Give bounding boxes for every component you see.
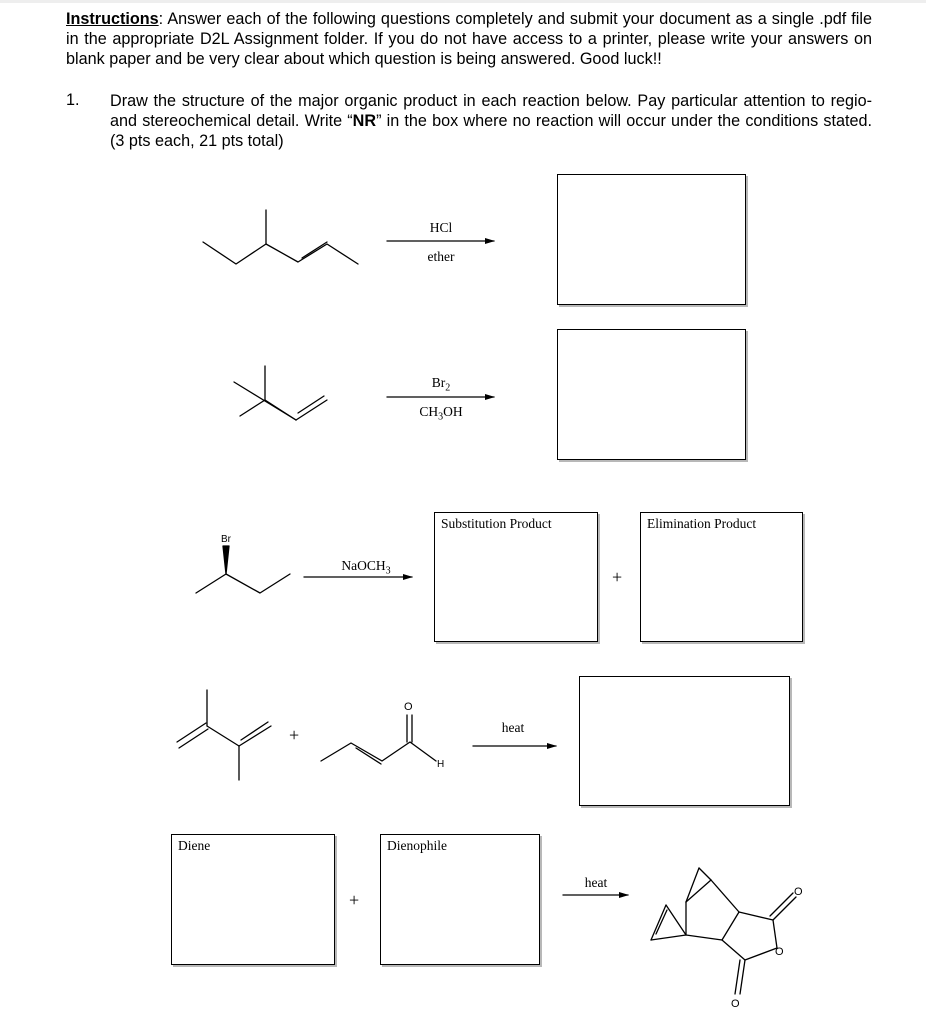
hydrogen-atom-aldehyde: H	[437, 759, 445, 770]
instructions-lead: Instructions	[66, 10, 159, 28]
reagent-methanol-sub: 3	[438, 411, 444, 423]
question-number: 1.	[66, 91, 80, 109]
alkene-structure-r1	[203, 210, 358, 264]
plus-sign-r5: +	[349, 890, 360, 910]
reagent-methanol-b: OH	[443, 404, 463, 419]
reagent-methanol-a: CH	[419, 404, 439, 419]
oxygen-atom-carbonyl-bottom: O	[731, 998, 740, 1010]
alkene-structure-r2	[234, 366, 327, 420]
oxygen-atom-ring: O	[775, 946, 784, 958]
reagent-naoch3-sub: 3	[385, 565, 391, 577]
question-text-part2: ” in the box where no reaction will occur under the conditions stated. (3 pts each, 21 pts total)	[110, 112, 872, 150]
bromine-atom-label: Br	[221, 534, 231, 545]
question-text-nr: NR	[352, 112, 377, 130]
dienophile-label: Dienophile	[387, 838, 447, 853]
substitution-product-label: Substitution Product	[441, 516, 552, 531]
diene-structure-r4	[177, 690, 271, 780]
reagent-ether: ether	[427, 249, 455, 264]
aldehyde-structure-r4	[321, 715, 436, 764]
reagent-naoch3-main: NaOCH	[341, 558, 386, 573]
plus-sign-r3: +	[612, 567, 623, 587]
reagent-br2-main: Br	[431, 375, 446, 390]
bicyclic-anhydride-product	[651, 868, 796, 994]
diene-label: Diene	[178, 838, 211, 853]
plus-sign-r4: +	[289, 725, 300, 745]
oxygen-atom-carbonyl-top: O	[794, 886, 803, 898]
alkyl-bromide-structure	[196, 546, 290, 593]
instructions-body: : Answer each of the following questions completely and submit your document as a single .pdf file in the appropriate D2L Assignment folder. If you do not have access to a printer, please write your answers on blank paper and be very clear about which question is being answered. Good luck!!	[66, 10, 872, 68]
question-text-part1: Draw the structure of the major organic product in each reaction below. Pay particular attention to regio- and stereochemical detail. Write “	[110, 92, 872, 130]
reagent-br2-sub: 2	[445, 382, 451, 394]
oxygen-atom-aldehyde: O	[404, 701, 413, 713]
reagent-heat-r4: heat	[501, 720, 525, 735]
reagent-hcl: HCl	[429, 220, 453, 235]
reagent-heat-r5: heat	[584, 875, 608, 890]
elimination-product-label: Elimination Product	[647, 516, 757, 531]
